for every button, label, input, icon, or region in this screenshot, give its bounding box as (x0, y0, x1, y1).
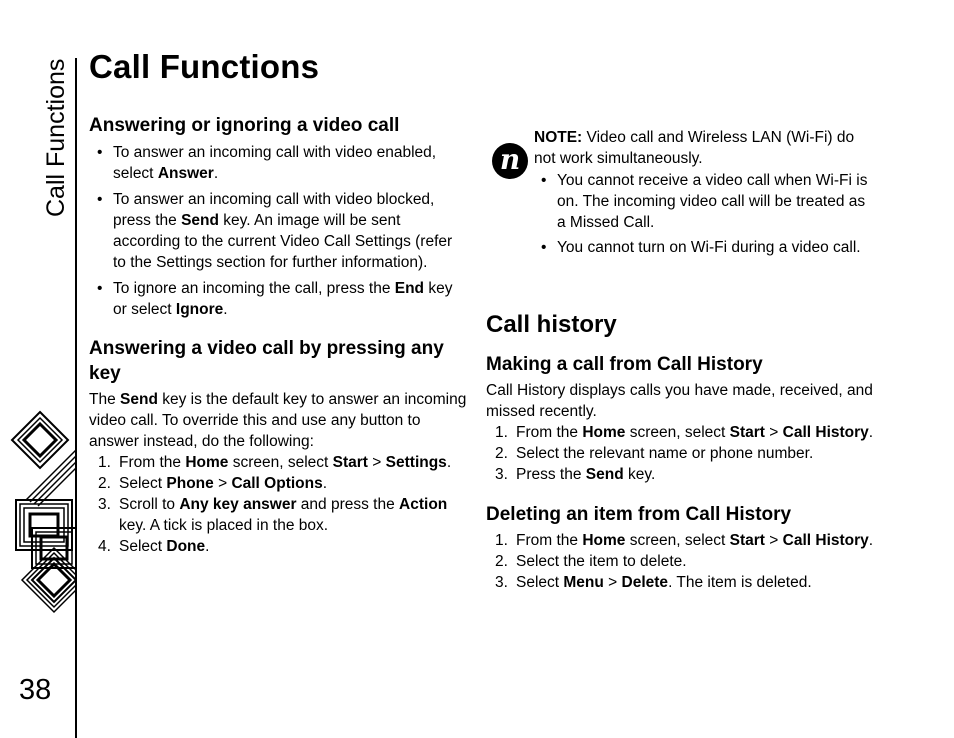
step-item: 1. From the Home screen, select Start > Call History. (495, 532, 874, 549)
list-item: • To answer an incoming call with video blocked, press the Send key. An image will be sent according to the current Video Call Settings (refer to the Settings section for further information). (89, 189, 469, 273)
step-item: 2. Select the item to delete. (495, 553, 687, 570)
note-icon: n (492, 143, 528, 179)
note-list (533, 170, 870, 258)
make-call-steps (486, 422, 876, 485)
step-item: 2. Select Phone > Call Options. (98, 475, 328, 492)
side-section-label: Call Functions (42, 58, 70, 217)
section-heading-any-key: Answering a video call by pressing any key (89, 338, 444, 384)
decorative-diamond-pattern (10, 410, 76, 625)
page-number: 38 (19, 674, 52, 706)
note-block (534, 127, 870, 262)
step-item: 1. From the Home screen, select Start > Call History. (495, 424, 874, 441)
step-item: 1. From the Home screen, select Start > Settings. (98, 454, 452, 471)
list-item: • To answer an incoming call with video enabled, select Answer. (89, 142, 469, 184)
page-title: Call Functions (89, 48, 320, 85)
delete-item-steps (486, 530, 876, 593)
section-heading-answer-ignore: Answering or ignoring a video call (89, 115, 400, 136)
answer-ignore-list (89, 142, 469, 320)
step-item: 2. Select the relevant name or phone number. (495, 445, 814, 462)
step-item: 3. Select Menu > Delete. The item is deleted. (495, 574, 812, 591)
any-key-steps (89, 452, 469, 557)
call-history-intro: Call History displays calls you have made, received, and missed recently. (486, 382, 873, 420)
section-heading-call-history: Call history (486, 311, 617, 338)
note-text: NOTE: Video call and Wireless LAN (Wi-Fi) do not work simultaneously. (534, 129, 855, 167)
step-item: 4. Select Done. (98, 538, 210, 555)
left-column (89, 113, 469, 557)
section-heading-make-call: Making a call from Call History (486, 354, 763, 375)
right-column (486, 310, 876, 593)
list-item: • You cannot turn on Wi-Fi during a video call. (533, 237, 870, 258)
sidebar-rule (75, 58, 77, 738)
any-key-intro: The Send key is the default key to answer an incoming video call. To override this and use any button to answer instead, do the following: (89, 391, 467, 450)
list-item: • You cannot receive a video call when Wi-Fi is on. The incoming video call will be treated as a Missed Call. (533, 170, 870, 233)
list-item: • To ignore an incoming the call, press the End key or select Ignore. (89, 278, 469, 320)
section-heading-delete-item: Deleting an item from Call History (486, 504, 792, 525)
step-item: 3. Scroll to Any key answer and press the Action key. A tick is placed in the box. (98, 496, 448, 534)
step-item: 3. Press the Send key. (495, 466, 656, 483)
